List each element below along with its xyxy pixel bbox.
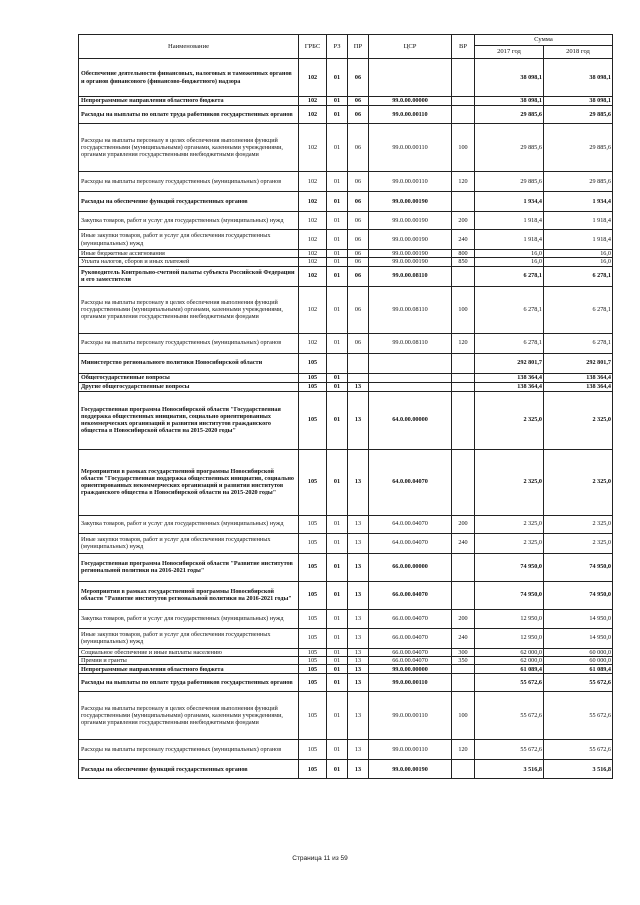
cell-s2018: 55 672,6 xyxy=(544,674,613,692)
cell-csr: 99.0.00.00190 xyxy=(369,230,452,250)
header-name: Наименование xyxy=(79,35,299,59)
cell-grbs: 102 xyxy=(299,258,327,266)
cell-vr: 200 xyxy=(452,609,475,628)
cell-vr: 800 xyxy=(452,250,475,258)
cell-grbs: 105 xyxy=(299,353,327,373)
header-2017: 2017 год xyxy=(475,46,544,59)
cell-rz: 01 xyxy=(327,373,348,382)
table-row xyxy=(79,515,613,533)
cell-pr: 13 xyxy=(348,665,369,674)
cell-rz: 01 xyxy=(327,192,348,212)
cell-pr: 13 xyxy=(348,391,369,449)
cell-rz: 01 xyxy=(327,674,348,692)
cell-grbs: 105 xyxy=(299,656,327,664)
cell-name: Расходы на выплаты персоналу государственных (муниципальных) органов xyxy=(79,333,299,353)
cell-vr xyxy=(452,106,475,124)
cell-s2018: 6 278,1 xyxy=(544,286,613,333)
cell-pr: 13 xyxy=(348,609,369,628)
cell-csr: 66.0.00.04070 xyxy=(369,609,452,628)
table-row xyxy=(79,553,613,581)
cell-csr: 99.0.00.00190 xyxy=(369,212,452,230)
cell-vr xyxy=(452,97,475,106)
cell-vr xyxy=(452,59,475,97)
table-row xyxy=(79,648,613,656)
cell-grbs: 102 xyxy=(299,212,327,230)
cell-csr: 66.0.00.04070 xyxy=(369,648,452,656)
cell-pr: 06 xyxy=(348,212,369,230)
cell-s2017: 138 364,4 xyxy=(475,373,544,382)
cell-vr: 120 xyxy=(452,172,475,192)
cell-csr: 64.0.00.00000 xyxy=(369,391,452,449)
cell-grbs: 102 xyxy=(299,230,327,250)
cell-name: Непрограммные направления областного бюджета xyxy=(79,665,299,674)
cell-s2017: 3 516,8 xyxy=(475,760,544,779)
cell-grbs: 105 xyxy=(299,665,327,674)
cell-grbs: 102 xyxy=(299,124,327,172)
header-grbs: ГРБС xyxy=(299,35,327,59)
cell-rz: 01 xyxy=(327,212,348,230)
cell-pr: 06 xyxy=(348,97,369,106)
cell-csr: 99.0.00.00110 xyxy=(369,674,452,692)
cell-rz: 01 xyxy=(327,333,348,353)
cell-grbs: 105 xyxy=(299,740,327,760)
cell-s2018: 6 278,1 xyxy=(544,266,613,286)
cell-name: Мероприятия в рамках государственной программы Новосибирской области "Развитие институтов региональной политики на 2016-2021 годы" xyxy=(79,581,299,609)
cell-vr: 200 xyxy=(452,212,475,230)
cell-rz: 01 xyxy=(327,609,348,628)
table-row xyxy=(79,382,613,391)
cell-name: Расходы на выплаты персоналу в целях обеспечения выполнения функций государственными (муниципальными) органами, казенными учреждениями, органами управления государственными внебюджетными фондами xyxy=(79,124,299,172)
table-row xyxy=(79,212,613,230)
cell-pr: 13 xyxy=(348,581,369,609)
cell-rz: 01 xyxy=(327,286,348,333)
cell-pr: 13 xyxy=(348,533,369,553)
cell-name: Закупка товаров, работ и услуг для государственных (муниципальных) нужд xyxy=(79,515,299,533)
cell-grbs: 105 xyxy=(299,648,327,656)
cell-vr xyxy=(452,353,475,373)
cell-rz: 01 xyxy=(327,533,348,553)
cell-pr: 13 xyxy=(348,553,369,581)
cell-vr xyxy=(452,391,475,449)
cell-name: Расходы на выплаты персоналу в целях обеспечения выполнения функций государственными (муниципальными) органами, казенными учреждениями, органами управления государственными внебюджетными фондами xyxy=(79,286,299,333)
cell-rz: 01 xyxy=(327,656,348,664)
table-row xyxy=(79,353,613,373)
cell-pr: 06 xyxy=(348,172,369,192)
cell-pr: 13 xyxy=(348,674,369,692)
cell-s2018: 74 950,0 xyxy=(544,581,613,609)
cell-csr xyxy=(369,382,452,391)
cell-name: Закупка товаров, работ и услуг для государственных (муниципальных) нужд xyxy=(79,212,299,230)
cell-grbs: 102 xyxy=(299,106,327,124)
cell-grbs: 102 xyxy=(299,286,327,333)
cell-pr: 06 xyxy=(348,286,369,333)
cell-s2018: 14 950,0 xyxy=(544,609,613,628)
cell-rz: 01 xyxy=(327,106,348,124)
cell-name: Расходы на обеспечение функций государственных органов xyxy=(79,192,299,212)
cell-s2018: 2 325,0 xyxy=(544,391,613,449)
cell-s2017: 6 278,1 xyxy=(475,286,544,333)
cell-vr xyxy=(452,760,475,779)
cell-s2017: 1 918,4 xyxy=(475,212,544,230)
table-body xyxy=(79,59,613,779)
cell-csr: 99.0.00.00110 xyxy=(369,106,452,124)
cell-s2018: 60 000,0 xyxy=(544,656,613,664)
cell-pr xyxy=(348,373,369,382)
cell-vr: 240 xyxy=(452,628,475,648)
cell-vr: 350 xyxy=(452,656,475,664)
cell-rz: 01 xyxy=(327,760,348,779)
cell-s2018: 1 934,4 xyxy=(544,192,613,212)
cell-s2017: 2 325,0 xyxy=(475,449,544,515)
cell-name: Непрограммные направления областного бюджета xyxy=(79,97,299,106)
cell-vr xyxy=(452,665,475,674)
cell-csr: 99.0.00.00000 xyxy=(369,97,452,106)
cell-csr: 99.0.00.08110 xyxy=(369,286,452,333)
table-row xyxy=(79,333,613,353)
cell-pr xyxy=(348,353,369,373)
cell-pr: 06 xyxy=(348,59,369,97)
cell-s2018: 1 918,4 xyxy=(544,212,613,230)
cell-s2018: 16,0 xyxy=(544,258,613,266)
table-row xyxy=(79,373,613,382)
cell-csr: 99.0.00.00110 xyxy=(369,124,452,172)
cell-s2017: 74 950,0 xyxy=(475,581,544,609)
cell-s2018: 14 950,0 xyxy=(544,628,613,648)
cell-name: Общегосударственные вопросы xyxy=(79,373,299,382)
table-row xyxy=(79,656,613,664)
cell-vr: 100 xyxy=(452,286,475,333)
cell-grbs: 105 xyxy=(299,609,327,628)
cell-csr xyxy=(369,59,452,97)
cell-pr: 06 xyxy=(348,124,369,172)
cell-s2017: 1 934,4 xyxy=(475,192,544,212)
cell-csr: 99.0.00.00190 xyxy=(369,258,452,266)
cell-rz: 01 xyxy=(327,628,348,648)
cell-rz: 01 xyxy=(327,553,348,581)
cell-name: Иные закупки товаров, работ и услуг для обеспечения государственных (муниципальных) нужд xyxy=(79,533,299,553)
cell-s2017: 55 672,6 xyxy=(475,740,544,760)
table-row xyxy=(79,609,613,628)
cell-rz: 01 xyxy=(327,740,348,760)
cell-csr: 64.0.00.04070 xyxy=(369,449,452,515)
cell-s2018: 138 364,4 xyxy=(544,382,613,391)
cell-csr: 66.0.00.04070 xyxy=(369,581,452,609)
table-row xyxy=(79,172,613,192)
cell-rz: 01 xyxy=(327,266,348,286)
cell-rz: 01 xyxy=(327,648,348,656)
cell-grbs: 105 xyxy=(299,449,327,515)
table-row xyxy=(79,760,613,779)
cell-s2017: 29 885,6 xyxy=(475,124,544,172)
cell-rz: 01 xyxy=(327,515,348,533)
table-row xyxy=(79,665,613,674)
cell-vr xyxy=(452,553,475,581)
cell-grbs: 105 xyxy=(299,628,327,648)
cell-grbs: 102 xyxy=(299,250,327,258)
cell-name: Расходы на выплаты по оплате труда работников государственных органов xyxy=(79,106,299,124)
header-csr: ЦСР xyxy=(369,35,452,59)
cell-csr: 64.0.00.04070 xyxy=(369,515,452,533)
cell-name: Расходы на выплаты персоналу в целях обеспечения выполнения функций государственными (муниципальными) органами, казенными учреждениями, органами управления государственными внебюджетными фондами xyxy=(79,692,299,740)
cell-csr: 99.0.00.08110 xyxy=(369,333,452,353)
cell-grbs: 105 xyxy=(299,692,327,740)
cell-csr: 99.0.00.00000 xyxy=(369,665,452,674)
cell-vr xyxy=(452,581,475,609)
cell-vr xyxy=(452,674,475,692)
cell-s2017: 55 672,6 xyxy=(475,692,544,740)
cell-pr: 13 xyxy=(348,449,369,515)
table-row xyxy=(79,740,613,760)
cell-vr: 300 xyxy=(452,648,475,656)
cell-name: Уплата налогов, сборов и иных платежей xyxy=(79,258,299,266)
cell-vr xyxy=(452,266,475,286)
cell-s2017: 292 801,7 xyxy=(475,353,544,373)
cell-s2018: 29 885,6 xyxy=(544,124,613,172)
cell-csr: 66.0.00.00000 xyxy=(369,553,452,581)
cell-rz: 01 xyxy=(327,124,348,172)
budget-table xyxy=(78,34,613,779)
cell-s2017: 55 672,6 xyxy=(475,674,544,692)
header-2018: 2018 год xyxy=(544,46,613,59)
cell-vr: 240 xyxy=(452,533,475,553)
cell-pr: 13 xyxy=(348,656,369,664)
table-row xyxy=(79,106,613,124)
cell-pr: 06 xyxy=(348,192,369,212)
cell-csr: 99.0.00.00190 xyxy=(369,250,452,258)
cell-pr: 13 xyxy=(348,648,369,656)
cell-name: Расходы на выплаты по оплате труда работников государственных органов xyxy=(79,674,299,692)
cell-s2018: 55 672,6 xyxy=(544,740,613,760)
table-row xyxy=(79,628,613,648)
cell-s2018: 38 098,1 xyxy=(544,59,613,97)
cell-rz: 01 xyxy=(327,665,348,674)
cell-s2018: 38 098,1 xyxy=(544,97,613,106)
table-row xyxy=(79,124,613,172)
table-row xyxy=(79,59,613,97)
cell-rz: 01 xyxy=(327,250,348,258)
cell-pr: 06 xyxy=(348,258,369,266)
cell-grbs: 105 xyxy=(299,674,327,692)
cell-rz xyxy=(327,353,348,373)
cell-rz: 01 xyxy=(327,692,348,740)
cell-rz: 01 xyxy=(327,382,348,391)
header-rz: РЗ xyxy=(327,35,348,59)
cell-s2017: 6 278,1 xyxy=(475,333,544,353)
cell-csr xyxy=(369,353,452,373)
table-row xyxy=(79,230,613,250)
cell-pr: 06 xyxy=(348,230,369,250)
cell-pr: 13 xyxy=(348,760,369,779)
cell-vr: 200 xyxy=(452,515,475,533)
cell-csr: 64.0.00.04070 xyxy=(369,533,452,553)
cell-s2018: 29 885,6 xyxy=(544,172,613,192)
cell-rz: 01 xyxy=(327,449,348,515)
cell-s2017: 1 918,4 xyxy=(475,230,544,250)
cell-csr: 99.0.00.00190 xyxy=(369,760,452,779)
cell-pr: 06 xyxy=(348,266,369,286)
cell-csr: 66.0.00.04070 xyxy=(369,656,452,664)
table-row xyxy=(79,97,613,106)
cell-vr xyxy=(452,373,475,382)
cell-s2017: 16,0 xyxy=(475,258,544,266)
cell-rz: 01 xyxy=(327,97,348,106)
cell-s2017: 61 089,4 xyxy=(475,665,544,674)
cell-vr: 850 xyxy=(452,258,475,266)
cell-s2017: 16,0 xyxy=(475,250,544,258)
cell-csr: 99.0.00.08110 xyxy=(369,266,452,286)
cell-grbs: 102 xyxy=(299,172,327,192)
cell-csr: 99.0.00.00110 xyxy=(369,692,452,740)
cell-pr: 06 xyxy=(348,250,369,258)
cell-name: Государственная программа Новосибирской области "Развитие институтов региональной политики на 2016-2021 годы" xyxy=(79,553,299,581)
cell-s2017: 6 278,1 xyxy=(475,266,544,286)
cell-s2018: 61 089,4 xyxy=(544,665,613,674)
cell-csr: 99.0.00.00110 xyxy=(369,740,452,760)
cell-rz: 01 xyxy=(327,172,348,192)
cell-name: Премии и гранты xyxy=(79,656,299,664)
table-row xyxy=(79,533,613,553)
cell-s2017: 29 885,6 xyxy=(475,106,544,124)
cell-vr: 100 xyxy=(452,692,475,740)
cell-grbs: 102 xyxy=(299,333,327,353)
header-vr: ВР xyxy=(452,35,475,59)
table-row xyxy=(79,391,613,449)
table-row xyxy=(79,581,613,609)
cell-vr: 120 xyxy=(452,333,475,353)
cell-s2018: 2 325,0 xyxy=(544,533,613,553)
cell-name: Государственная программа Новосибирской области "Государственная поддержка общественных инициатив, социально ориентированных некоммерческих организаций и развития институтов гражданского общества в Новосибирской области на 2015-2020 годы" xyxy=(79,391,299,449)
cell-grbs: 105 xyxy=(299,581,327,609)
cell-s2017: 2 325,0 xyxy=(475,533,544,553)
table-row xyxy=(79,250,613,258)
cell-name: Обеспечение деятельности финансовых, налоговых и таможенных органов и органов финансового (финансово-бюджетного) надзора xyxy=(79,59,299,97)
cell-grbs: 105 xyxy=(299,533,327,553)
cell-s2017: 62 000,0 xyxy=(475,656,544,664)
cell-s2018: 16,0 xyxy=(544,250,613,258)
table-row xyxy=(79,266,613,286)
cell-name: Расходы на обеспечение функций государственных органов xyxy=(79,760,299,779)
cell-s2017: 38 098,1 xyxy=(475,59,544,97)
cell-pr: 13 xyxy=(348,692,369,740)
cell-rz: 01 xyxy=(327,258,348,266)
cell-s2017: 138 364,4 xyxy=(475,382,544,391)
cell-s2018: 1 918,4 xyxy=(544,230,613,250)
cell-rz: 01 xyxy=(327,391,348,449)
table-row xyxy=(79,692,613,740)
cell-s2018: 29 885,6 xyxy=(544,106,613,124)
cell-s2018: 55 672,6 xyxy=(544,692,613,740)
cell-vr xyxy=(452,192,475,212)
cell-pr: 13 xyxy=(348,740,369,760)
cell-grbs: 105 xyxy=(299,760,327,779)
table-row xyxy=(79,449,613,515)
cell-s2017: 62 000,0 xyxy=(475,648,544,656)
cell-pr: 06 xyxy=(348,333,369,353)
cell-vr: 240 xyxy=(452,230,475,250)
cell-pr: 06 xyxy=(348,106,369,124)
cell-name: Расходы на выплаты персоналу государственных (муниципальных) органов xyxy=(79,172,299,192)
cell-s2017: 29 885,6 xyxy=(475,172,544,192)
cell-name: Иные закупки товаров, работ и услуг для обеспечения государственных (муниципальных) нужд xyxy=(79,230,299,250)
table-row xyxy=(79,192,613,212)
cell-grbs: 105 xyxy=(299,391,327,449)
cell-name: Мероприятия в рамках государственной программы Новосибирской области "Государственная поддержка общественных инициатив, социально ориентированных некоммерческих организаций и развития институтов гражданского общества в Новосибирской области на 2015-2020 годы" xyxy=(79,449,299,515)
cell-s2017: 12 950,0 xyxy=(475,628,544,648)
cell-name: Иные бюджетные ассигнования xyxy=(79,250,299,258)
cell-grbs: 102 xyxy=(299,192,327,212)
cell-rz: 01 xyxy=(327,230,348,250)
cell-s2017: 2 325,0 xyxy=(475,391,544,449)
cell-pr: 13 xyxy=(348,382,369,391)
cell-s2018: 60 000,0 xyxy=(544,648,613,656)
cell-grbs: 102 xyxy=(299,97,327,106)
table-row xyxy=(79,674,613,692)
cell-name: Другие общегосударственные вопросы xyxy=(79,382,299,391)
table-row xyxy=(79,258,613,266)
cell-name: Руководитель Контрольно-счетной палаты субъекта Российской Федерации и его заместители xyxy=(79,266,299,286)
cell-s2017: 12 950,0 xyxy=(475,609,544,628)
cell-s2018: 6 278,1 xyxy=(544,333,613,353)
cell-csr: 99.0.00.00190 xyxy=(369,192,452,212)
cell-s2018: 74 950,0 xyxy=(544,553,613,581)
cell-pr: 13 xyxy=(348,628,369,648)
cell-grbs: 105 xyxy=(299,373,327,382)
cell-rz: 01 xyxy=(327,581,348,609)
cell-vr: 100 xyxy=(452,124,475,172)
cell-s2018: 292 801,7 xyxy=(544,353,613,373)
cell-s2018: 138 364,4 xyxy=(544,373,613,382)
cell-grbs: 105 xyxy=(299,382,327,391)
header-pr: ПР xyxy=(348,35,369,59)
cell-grbs: 102 xyxy=(299,266,327,286)
cell-grbs: 105 xyxy=(299,515,327,533)
cell-grbs: 105 xyxy=(299,553,327,581)
cell-s2018: 2 325,0 xyxy=(544,449,613,515)
cell-s2018: 2 325,0 xyxy=(544,515,613,533)
page-footer: Страница 11 из 59 xyxy=(292,855,348,862)
cell-s2017: 38 098,1 xyxy=(475,97,544,106)
cell-name: Социальное обеспечение и иные выплаты населению xyxy=(79,648,299,656)
cell-vr xyxy=(452,382,475,391)
cell-name: Министерство регионального политики Новосибирской области xyxy=(79,353,299,373)
cell-name: Иные закупки товаров, работ и услуг для обеспечения государственных (муниципальных) нужд xyxy=(79,628,299,648)
cell-name: Расходы на выплаты персоналу государственных (муниципальных) органов xyxy=(79,740,299,760)
cell-vr: 120 xyxy=(452,740,475,760)
header-sum: Сумма xyxy=(475,35,613,46)
cell-s2017: 74 950,0 xyxy=(475,553,544,581)
table-row xyxy=(79,286,613,333)
cell-s2017: 2 325,0 xyxy=(475,515,544,533)
cell-s2018: 3 516,8 xyxy=(544,760,613,779)
cell-pr: 13 xyxy=(348,515,369,533)
cell-vr xyxy=(452,449,475,515)
cell-name: Закупка товаров, работ и услуг для государственных (муниципальных) нужд xyxy=(79,609,299,628)
cell-csr: 66.0.00.04070 xyxy=(369,628,452,648)
cell-rz: 01 xyxy=(327,59,348,97)
cell-grbs: 102 xyxy=(299,59,327,97)
cell-csr: 99.0.00.00110 xyxy=(369,172,452,192)
cell-csr xyxy=(369,373,452,382)
